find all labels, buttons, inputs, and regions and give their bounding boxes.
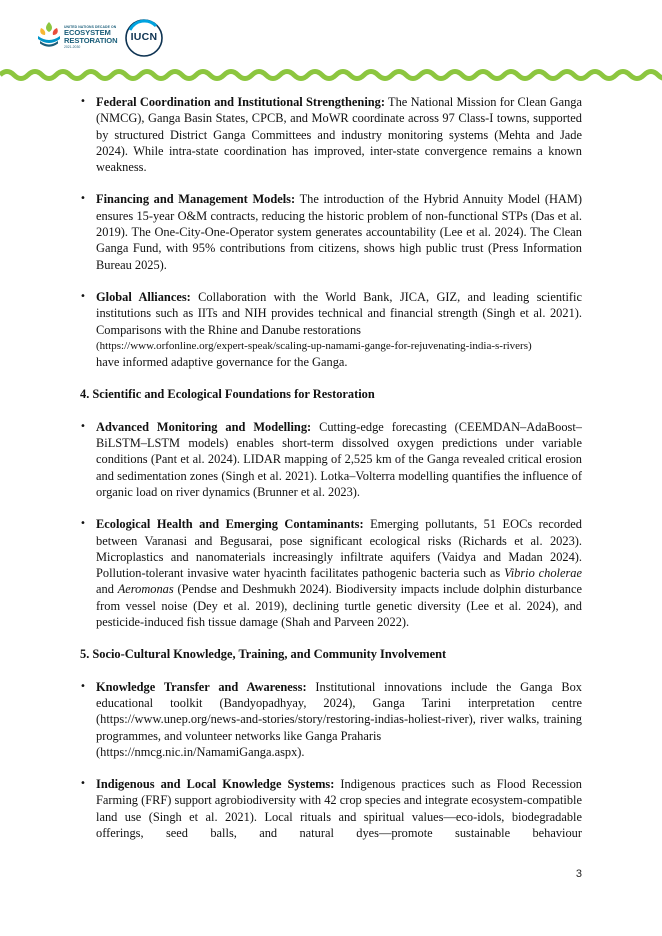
bullet-lead: Advanced Monitoring and Modelling: (96, 419, 312, 434)
species-name: Vibrio cholerae (504, 566, 582, 581)
bullet-financing-models (80, 191, 582, 272)
page-number: 3 (575, 868, 582, 880)
bullet-advanced-monitoring (80, 419, 582, 500)
bullet-lead: Ecological Health and Emerging Contaminants: (96, 517, 364, 532)
iucn-logo (124, 18, 164, 58)
species-name: Aeromonas (117, 582, 174, 597)
bullet-lead: Indigenous and Local Knowledge Systems: (96, 777, 335, 792)
bullet-tail: have informed adaptive governance for the Ganga. (96, 355, 348, 370)
leaf-emblem-icon (36, 20, 62, 50)
bullet-lead: Global Alliances: (96, 289, 191, 304)
bullet-text: The introduction of the Hybrid Annuity Model (HAM) ensures 15-year O&M contracts, reducing the historic problem of non-functional STPs (Das et al. 2019). The One-City-One-Operator system generates accountability (Lee et al. 2024). The Clean Ganga Fund, with 95% contributions from citizens, shows high public trust (Press Information Bureau 2025). (96, 192, 582, 272)
section-5-heading: 5. Socio-Cultural Knowledge, Training, and Community Involvement (80, 647, 447, 662)
bullet-indigenous-knowledge (80, 776, 582, 841)
bullet-global-alliances (80, 289, 582, 370)
bullet-lead: Knowledge Transfer and Awareness: (96, 679, 307, 694)
bullet-lead: Financing and Management Models: (96, 192, 296, 207)
bullet-text: Cutting-edge forecasting (CEEMDAN–AdaBoost–BiLSTM–LSTM models) enables short-term dissolved oxygen predictions under variable conditions (Pant et al. 2024). LIDAR mapping of 2,525 km of the Ganga revealed critical erosion and sedimentation zones (Singh et al. 2021). Lotka–Volterra modelling quantifies the influence of organic load on river dynamics (Brunner et al. 2023). (96, 419, 582, 499)
bullet-text: Collaboration with the World Bank, JICA, GIZ, and leading scientific institutions such as IITs and NIH provides technical and financial strength (Singh et al. 2021). Comparisons with the Rhine and Danube restorations (96, 289, 582, 337)
nmcg-url[interactable]: (https://nmcg.nic.in/NamamiGanga.aspx). (96, 744, 305, 759)
bullet-lead: Federal Coordination and Institutional Strengthening: (96, 95, 385, 109)
logo-line2: RESTORATION (64, 36, 118, 45)
bullet-text: (Pendse and Deshmukh 2024). Biodiversity impacts include dolphin disturbance from vessel noise (Dey et al. 2019), declining turtle genetic diversity (Lee et al. 2024), and pesticide-induced fish tissue damage (Shah and Parveen 2022). (96, 582, 582, 630)
bullet-text: Institutional innovations include the Ganga Box educational toolkit (Bandyopadhyay, 2024), Ganga Tarini interpretation centre (https://www.unep.org/news-and-stories/story/restoring-indias-holiest-river), river walks, training programmes, and volunteer networks like Ganga Praharis (96, 679, 582, 743)
bullet-text: and (96, 582, 118, 597)
iucn-text: IUCN (130, 31, 158, 43)
bullet-federal-coordination (80, 94, 582, 175)
document-body (80, 94, 582, 857)
bullet-knowledge-transfer (80, 679, 582, 760)
page-header (0, 0, 662, 92)
bullet-text: Indigenous practices such as Flood Recession Farming (FRF) support agrobiodiversity with 42 crop species and integrate ecosystem-compatible land use (Singh et al. 2021). Local rituals and spiritual values—eco-idols, biodegradable offerings, seed balls, and natural dyes—promote sustainable behaviour (96, 777, 582, 840)
section-4-heading: 4. Scientific and Ecological Foundations for Restoration (80, 387, 375, 402)
bullet-ecological-health (80, 516, 582, 630)
logo-small-text: UNITED NATIONS DECADE ON (64, 25, 117, 29)
ecosystem-restoration-logo (36, 20, 116, 54)
green-wave-divider (0, 64, 662, 86)
logo-line1: ECOSYSTEM (64, 28, 111, 38)
bullet-text: Emerging pollutants, 51 EOCs recorded between Varanasi and Begusarai, pose significant ecological risks (Richards et al. 2023). Microplastics and nanomaterials increasingly infiltrate aquifers (Vaidya and Madan 2024). Pollution-tolerant invasive water hyacinth facilitates pathogenic bacteria such as (96, 517, 582, 581)
orf-url[interactable]: (https://www.orfonline.org/expert-speak/scaling-up-namami-gange-for-rejuvenating-india-s-rivers) (96, 339, 532, 352)
bullet-text: The National Mission for Clean Ganga (NMCG), Ganga Basin States, CPCB, and MoWR coordinate across 97 Class-I towns, supported by structured District Ganga Committees and industry monitoring systems (Mehta and Jade 2024). While intra-state coordination has improved, inter-state convergence remains a known weakness. (96, 95, 583, 175)
logo-years: 2021-2030 (64, 44, 81, 49)
